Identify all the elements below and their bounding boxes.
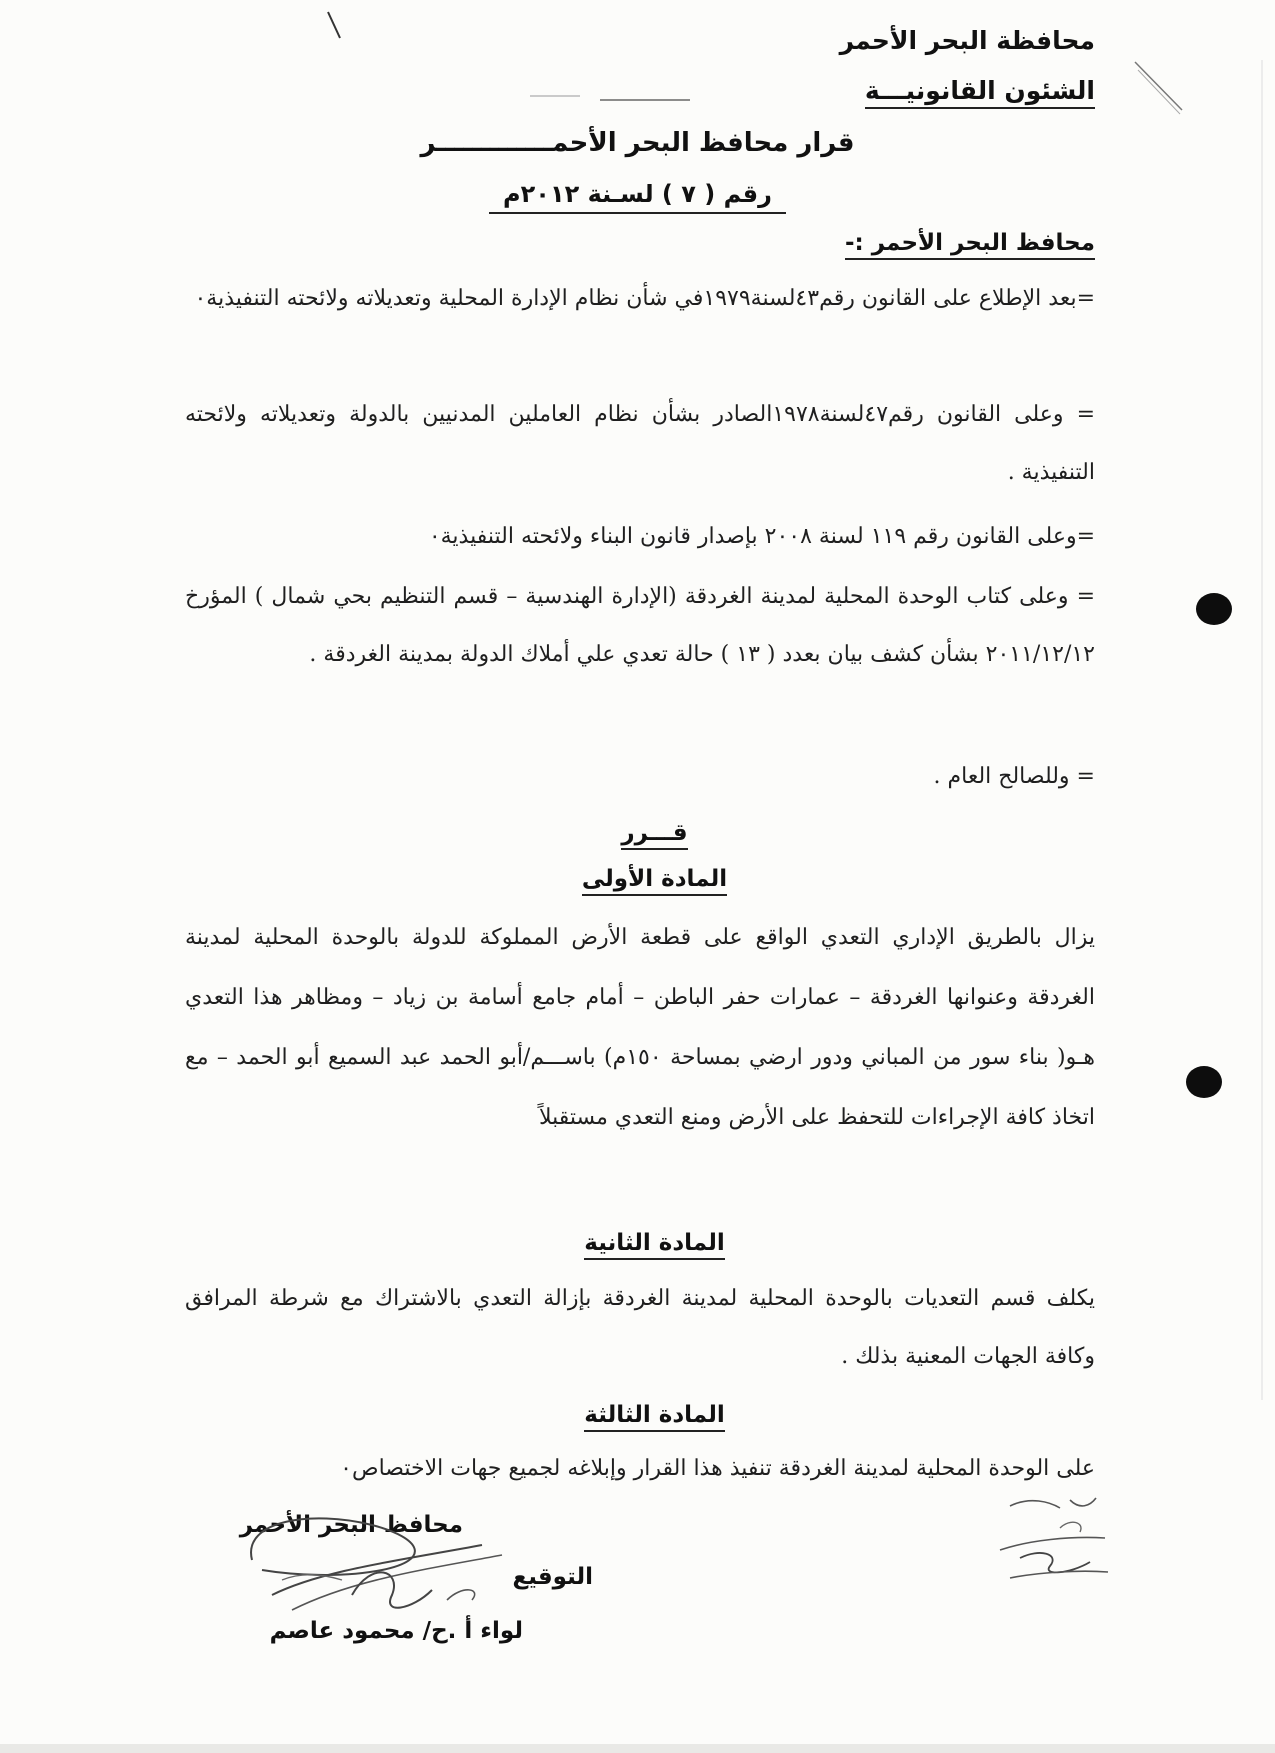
preamble-clause-5: = وللصالح العام . bbox=[933, 764, 1095, 789]
article-2-text: يكلف قسم التعديات بالوحدة المحلية لمدينة الغردقة بإزالة التعدي بالاشتراك مع شرطة المرافق وكافة الجهات المعنية بذلك . bbox=[185, 1286, 1095, 1369]
signatory-name: لواء أ .ح/ محمود عاصم bbox=[269, 1618, 523, 1644]
preamble-clause-4: = وعلى كتاب الوحدة المحلية لمدينة الغردقة (الإدارة الهندسية – قسم التنظيم بحي شمال ) المؤرخ ٢٠١١/١٢/١٢ بشأن كشف بيان بعدد ( ١٣ ) حالة تعدي علي أملاك الدولة بمدينة الغردقة . bbox=[185, 584, 1095, 667]
approval-initials-scribble bbox=[990, 1488, 1120, 1598]
decision-heading-label: قـــرر bbox=[621, 820, 687, 850]
article-2-title-label: المادة الثانية bbox=[584, 1230, 724, 1260]
article-2-title bbox=[17, 1230, 1275, 1260]
article-3-title bbox=[17, 1402, 1275, 1432]
governor-signature-scribble bbox=[232, 1500, 532, 1630]
decree-number: رقم ( ٧ ) لسـنة ٢٠١٢م bbox=[489, 180, 786, 214]
article-3-text: على الوحدة المحلية لمدينة الغردقة تنفيذ هذا القرار وإبلاغه لجميع جهات الاختصاص٠ bbox=[340, 1456, 1095, 1481]
preamble-clause-3: =وعلى القانون رقم ١١٩ لسنة ٢٠٠٨ بإصدار قانون البناء ولائحته التنفيذية٠ bbox=[428, 524, 1095, 549]
punch-hole-bottom bbox=[1186, 1066, 1222, 1098]
decree-title: قرار محافظ البحر الأحمـــــــــــــر bbox=[420, 128, 855, 158]
signature-label: التوقيع bbox=[512, 1564, 593, 1590]
signature-title: محافظ البحر الأحمر bbox=[239, 1512, 463, 1538]
article-1-text: يزال بالطريق الإداري التعدي الواقع على قطعة الأرض المملوكة للدولة بالوحدة المحلية لمدينة الغردقة وعنوانها الغردقة – عمارات حفر الباطن – أمام جامع أسامة بن زياد – ومظاهر هذا التعدي هـو( بناء سور من المباني ودور ارضي بمساحة ١٥٠م) باســـم/أبو الحمد عبد السميع أبو الحمد – مع اتخاذ كافة الإجراءات للتحفظ على الأرض ومنع التعدي مستقبلاً bbox=[185, 925, 1095, 1130]
article-1-title bbox=[17, 866, 1275, 896]
article-1-title-label: المادة الأولى bbox=[582, 866, 727, 896]
punch-hole-top bbox=[1196, 593, 1232, 625]
addressee-label: محافظ البحر الأحمر :- bbox=[845, 230, 1095, 260]
decision-heading bbox=[17, 820, 1275, 850]
article-3-title-label: المادة الثالثة bbox=[584, 1402, 724, 1432]
legal-affairs-header bbox=[865, 76, 1095, 109]
addressee bbox=[845, 230, 1095, 260]
scan-bottom-edge bbox=[0, 1744, 1275, 1753]
preamble-clause-2: = وعلى القانون رقم٤٧لسنة١٩٧٨الصادر بشأن نظام العاملين المدنيين بالدولة وتعديلاته ولائحته التنفيذية . bbox=[185, 402, 1096, 485]
governorate-header: محافظة البحر الأحمر bbox=[839, 26, 1095, 55]
decree-number-line bbox=[0, 180, 1275, 214]
department-label: الشئون القانونيـــة bbox=[865, 76, 1095, 109]
preamble-clause-1: =بعد الإطلاع على القانون رقم٤٣لسنة١٩٧٩في شأن نظام الإدارة المحلية وتعديلاته ولائحته التنفيذية٠ bbox=[194, 286, 1095, 311]
